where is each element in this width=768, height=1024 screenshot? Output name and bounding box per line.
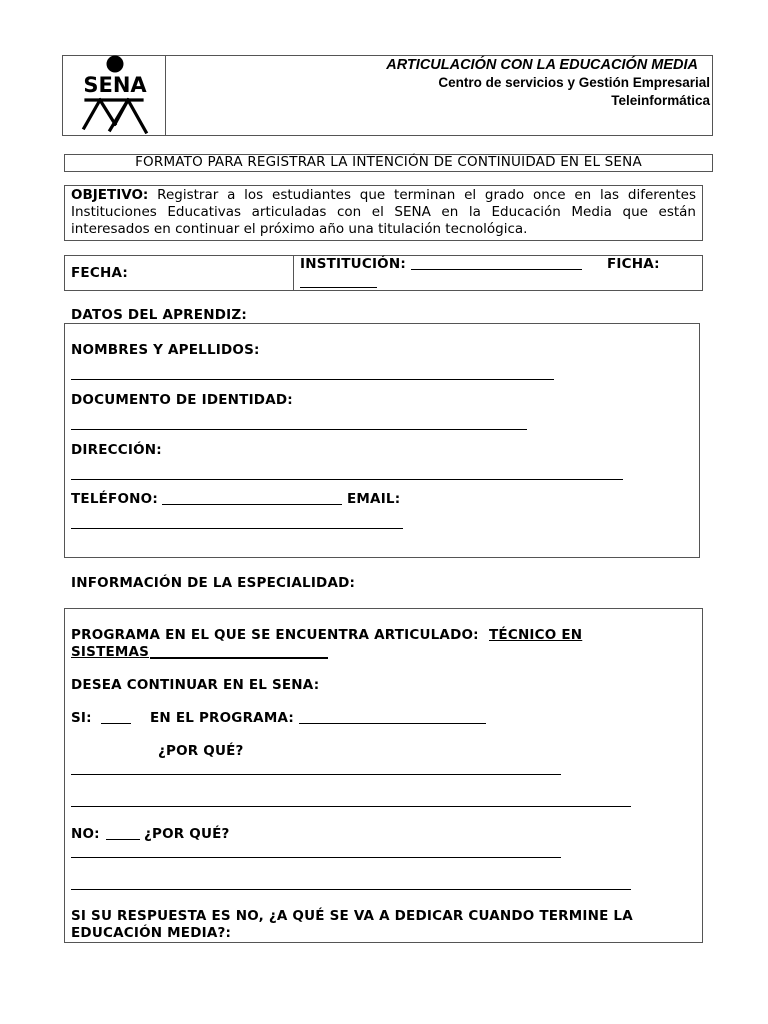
ficha-label: FICHA:	[607, 256, 660, 272]
por-que-si-field-1[interactable]	[71, 774, 561, 775]
pregunta-no-line-1: SI SU RESPUESTA ES NO, ¿A QUÉ SE VA A DEDICAR CUANDO TERMINE LA	[71, 908, 633, 924]
institucion-field[interactable]	[411, 269, 582, 270]
email-field[interactable]	[71, 528, 403, 529]
por-que-si-label: ¿POR QUÉ?	[158, 743, 244, 759]
info-row-divider	[293, 255, 294, 291]
programa-field[interactable]	[150, 657, 328, 659]
institucion-label: INSTITUCIÓN:	[300, 256, 406, 272]
por-que-si-field-2[interactable]	[71, 806, 631, 807]
por-que-no-field-1[interactable]	[71, 857, 561, 858]
programa-value-1: TÉCNICO EN	[489, 627, 583, 643]
header-dept: Teleinformática	[611, 93, 710, 108]
telefono-label: TELÉFONO:	[71, 491, 158, 507]
nombres-label: NOMBRES Y APELLIDOS:	[71, 342, 260, 358]
sena-logo	[70, 54, 160, 134]
format-title: FORMATO PARA REGISTRAR LA INTENCIÓN DE CONTINUIDAD EN EL SENA	[135, 154, 642, 170]
documento-label: DOCUMENTO DE IDENTIDAD:	[71, 392, 293, 408]
direccion-field[interactable]	[71, 479, 623, 480]
por-que-no-label: ¿POR QUÉ?	[144, 826, 230, 842]
objective-text	[71, 187, 696, 238]
direccion-label: DIRECCIÓN:	[71, 442, 162, 458]
telefono-field[interactable]	[162, 504, 342, 505]
fecha-label: FECHA:	[71, 265, 128, 281]
en-programa-field[interactable]	[299, 723, 486, 724]
desea-label: DESEA CONTINUAR EN EL SENA:	[71, 677, 320, 693]
si-label: SI:	[71, 710, 92, 726]
no-label: NO:	[71, 826, 100, 842]
aprendiz-section-title: DATOS DEL APRENDIZ:	[71, 307, 247, 323]
logo-text: SENA	[83, 73, 147, 97]
programa-label: PROGRAMA EN EL QUE SE ENCUENTRA ARTICULADO:	[71, 627, 479, 643]
programa-value-2: SISTEMAS	[71, 644, 150, 660]
email-label: EMAIL:	[347, 491, 401, 507]
no-field[interactable]	[106, 839, 140, 840]
nombres-field[interactable]	[71, 379, 554, 380]
si-field[interactable]	[101, 723, 131, 724]
por-que-no-field-2[interactable]	[71, 889, 631, 890]
objective-line-3: interesados en continuar el próximo año una titulación tecnológica.	[71, 221, 528, 237]
objective-line-2: Instituciones Educativas articuladas con el SENA en la Educación Media que están	[71, 204, 696, 220]
header-subtitle: Centro de servicios y Gestión Empresarial	[438, 75, 710, 90]
documento-field[interactable]	[71, 429, 527, 430]
aprendiz-box	[64, 323, 700, 558]
header-title: ARTICULACIÓN CON LA EDUCACIÓN MEDIA	[386, 57, 698, 73]
especialidad-section-title: INFORMACIÓN DE LA ESPECIALIDAD:	[71, 575, 356, 591]
ficha-field[interactable]	[300, 287, 377, 288]
en-programa-label: EN EL PROGRAMA:	[150, 710, 294, 726]
header-divider	[165, 55, 166, 136]
objective-label: OBJETIVO:	[71, 187, 149, 203]
objective-line-1: Registrar a los estudiantes que terminan el grado once en las diferentes	[157, 187, 697, 203]
pregunta-no-line-2: EDUCACIÓN MEDIA?:	[71, 925, 232, 941]
